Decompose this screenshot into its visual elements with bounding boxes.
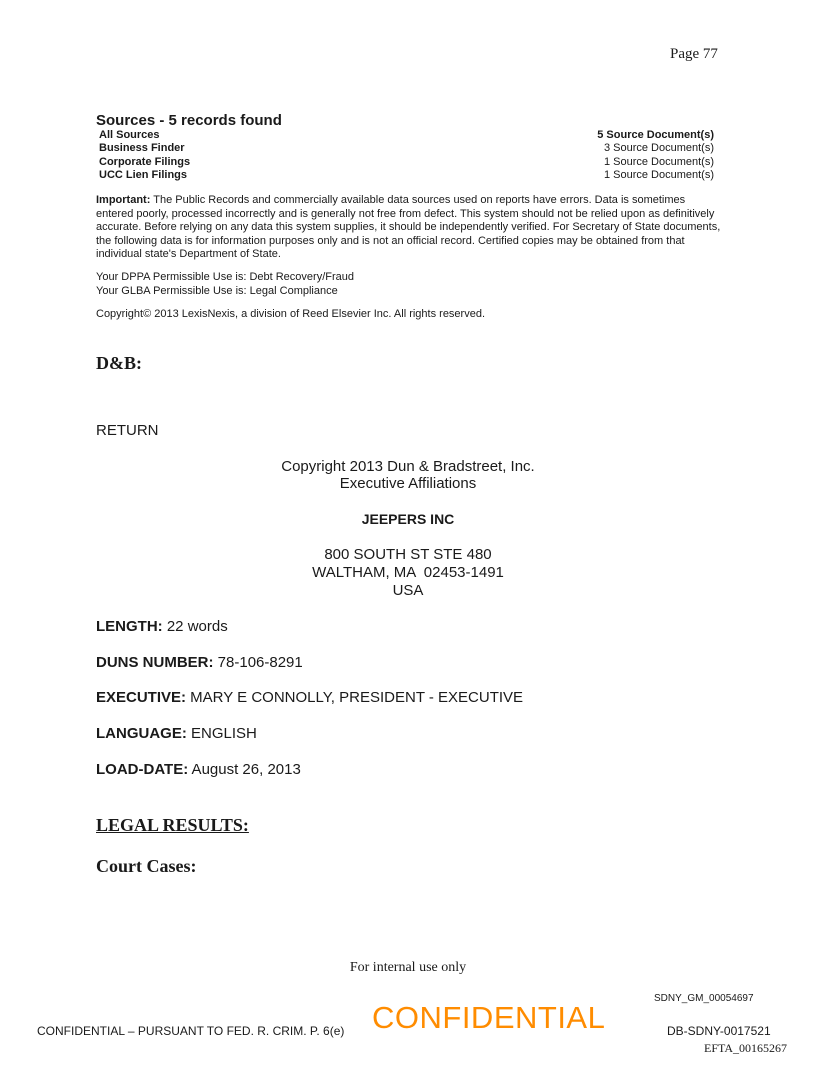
important-label: Important: xyxy=(96,194,151,206)
sources-row-all xyxy=(99,129,714,142)
source-count: 1 Source Document(s) xyxy=(603,169,714,182)
field-value: ENGLISH xyxy=(186,725,257,742)
source-count: 5 Source Document(s) xyxy=(597,129,714,141)
source-name: Corporate Filings xyxy=(99,155,191,168)
sources-row-ucc-lien-filings xyxy=(99,169,714,182)
internal-use-notice: For internal use only xyxy=(349,960,467,975)
field-value: 22 words xyxy=(162,618,228,635)
sources-row-corporate-filings xyxy=(99,156,714,169)
address-line-2: WALTHAM, MA 02453-1491 xyxy=(312,564,504,581)
address-line-1: 800 SOUTH ST STE 480 xyxy=(324,546,492,563)
field-executive xyxy=(96,689,523,706)
field-value: 78-106-8291 xyxy=(213,654,303,671)
bates-number-db-sdny: DB-SDNY-0017521 xyxy=(667,1024,771,1038)
return-link[interactable]: RETURN xyxy=(96,422,159,439)
sources-heading: Sources - 5 records found xyxy=(96,112,282,129)
source-name: UCC Lien Filings xyxy=(99,169,187,182)
sources-table xyxy=(99,129,714,183)
source-count: 3 Source Document(s) xyxy=(603,142,714,155)
source-name: Business Finder xyxy=(99,142,185,155)
company-name: JEEPERS INC xyxy=(361,511,455,527)
field-label: DUNS NUMBER: xyxy=(96,654,214,671)
field-length xyxy=(96,618,228,635)
important-text: The Public Records and commercially available data sources used on reports have errors. Data is sometimes entered poorly, processed incorrectly and is generally not free from defect. This system should not be relied upon as definitively accurate. Before relying on any data this system supplies, it should be independently verified. For Secretary of State documents, the following data is for information purposes only and is not an official record. Certified copies may be obtained from that individual state's Department of State. xyxy=(96,194,721,260)
field-load-date xyxy=(96,761,301,778)
field-label: LANGUAGE: xyxy=(96,725,187,742)
field-value: MARY E CONNOLLY, PRESIDENT - EXECUTIVE xyxy=(186,689,524,706)
db-subtitle: Executive Affiliations xyxy=(339,475,477,492)
important-disclaimer xyxy=(96,194,721,262)
address-line-3: USA xyxy=(392,582,424,599)
confidential-stamp: CONFIDENTIAL xyxy=(372,1000,606,1035)
source-name: All Sources xyxy=(99,129,160,141)
field-duns xyxy=(96,654,303,671)
db-copyright: Copyright 2013 Dun & Bradstreet, Inc. xyxy=(281,458,535,475)
dppa-use: Your DPPA Permissible Use is: Debt Recovery/Fraud xyxy=(96,271,354,283)
efta-number: EFTA_00165267 xyxy=(704,1041,788,1055)
bates-number-sdny-gm: SDNY_GM_00054697 xyxy=(654,993,754,1004)
confidential-notice: CONFIDENTIAL – PURSUANT TO FED. R. CRIM. P. 6(e) xyxy=(37,1024,345,1038)
page-number: Page 77 xyxy=(670,46,718,62)
field-label: LENGTH: xyxy=(96,618,163,635)
court-cases-heading: Court Cases: xyxy=(96,856,197,876)
glba-use: Your GLBA Permissible Use is: Legal Compliance xyxy=(96,285,338,297)
field-label: EXECUTIVE: xyxy=(96,689,187,706)
legal-results-heading: LEGAL RESULTS: xyxy=(96,815,249,835)
db-heading: D&B: xyxy=(96,353,142,373)
lexis-copyright: Copyright© 2013 LexisNexis, a division of Reed Elsevier Inc. All rights reserved. xyxy=(96,308,486,320)
field-label: LOAD-DATE: xyxy=(96,761,189,778)
field-language xyxy=(96,725,257,742)
field-value: August 26, 2013 xyxy=(188,761,301,778)
source-count: 1 Source Document(s) xyxy=(603,155,714,168)
permissible-use xyxy=(96,270,354,298)
sources-row-business-finder xyxy=(99,142,714,155)
